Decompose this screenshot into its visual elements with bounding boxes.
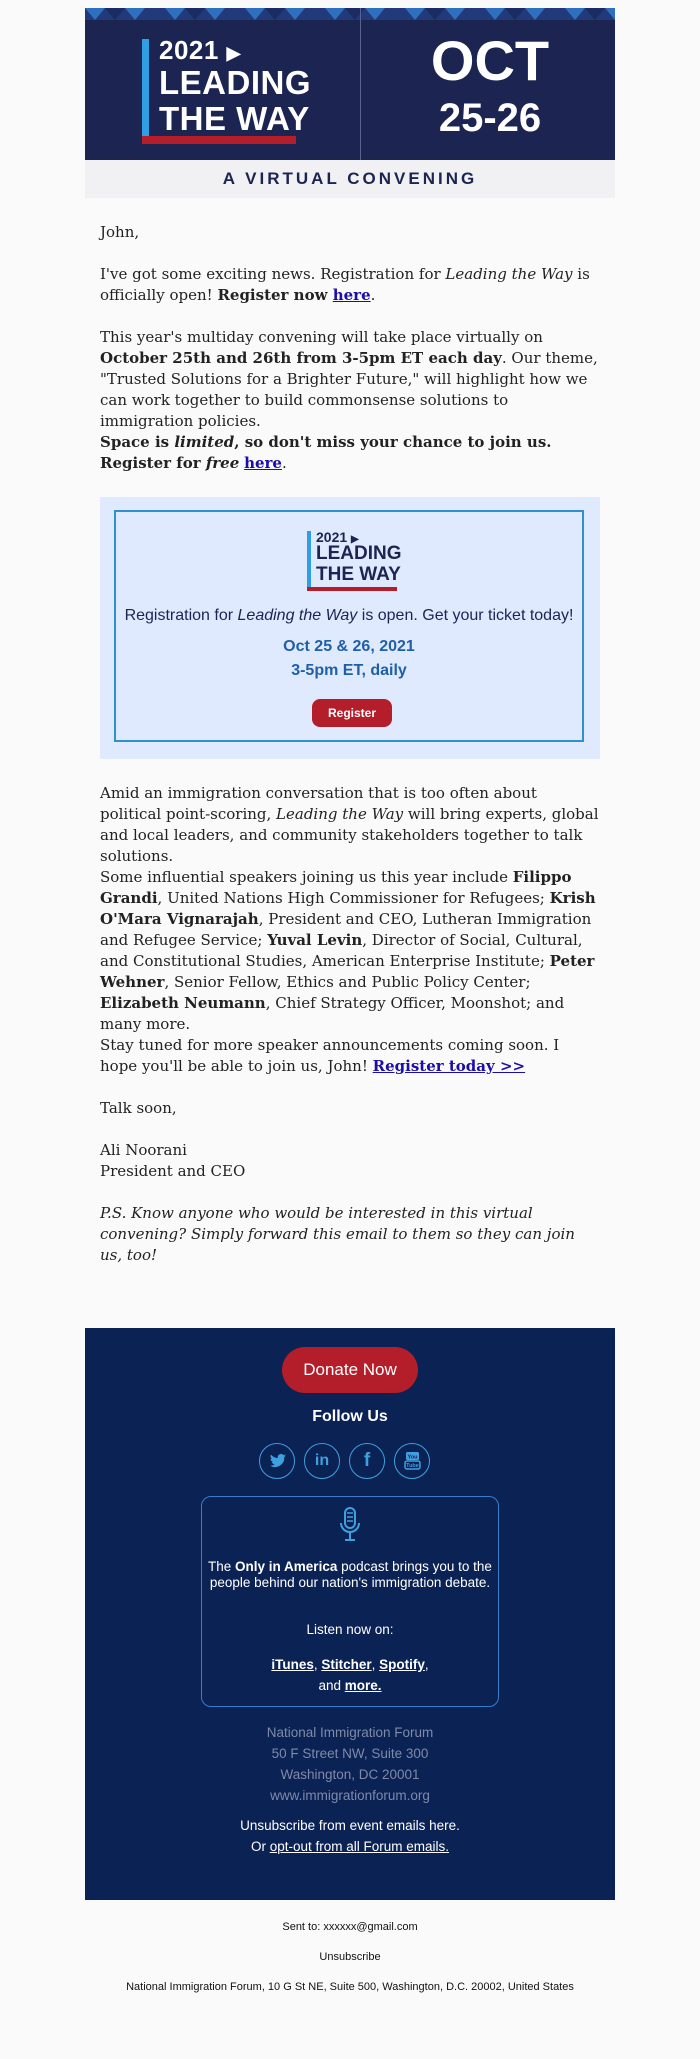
paragraph-stay-tuned: Stay tuned for more speaker announcements coming soon. I hope you'll be able to join us, John! Register today >> (100, 1036, 560, 1075)
sent-email: xxxxxx@gmail.com (323, 1921, 418, 1933)
greeting: John, (100, 223, 140, 241)
register-link[interactable]: here (332, 286, 371, 304)
speaker-name: Krish O'Mara Vignarajah (100, 889, 596, 928)
logo-bar-vertical (142, 39, 149, 143)
header-pattern (85, 8, 615, 20)
signature-name: Ali Noorani (100, 1141, 187, 1159)
stitcher-link[interactable]: Stitcher (321, 1657, 372, 1672)
svg-text:You: You (407, 1454, 417, 1461)
date-month: OCT (430, 29, 550, 92)
footer (85, 1328, 615, 1900)
logo-line1: LEADING (159, 64, 311, 101)
twitter-icon[interactable] (259, 1443, 295, 1479)
org-city: Washington, DC 20001 (280, 1767, 420, 1782)
facebook-icon[interactable]: f (349, 1443, 385, 1479)
podcast-description: The Only in America podcast brings you to the people behind our nation's immigration debate. (208, 1559, 492, 1590)
register-free-link[interactable]: here (244, 454, 282, 472)
speaker-name: Yuval Levin (267, 931, 363, 949)
linkedin-icon[interactable]: in (304, 1443, 340, 1479)
header-divider (360, 8, 361, 160)
signature-title: President and CEO (100, 1162, 246, 1180)
speaker-name: Elizabeth Neumann (100, 994, 266, 1012)
listen-now-label: Listen now on: (306, 1622, 394, 1637)
more-link[interactable]: more. (344, 1678, 382, 1693)
play-icon: ▶ (226, 43, 241, 63)
subtitle-banner: A VIRTUAL CONVENING (85, 160, 615, 198)
sent-to-line: Sent to: xxxxxx@gmail.com (282, 1921, 418, 1933)
bottom-unsubscribe-link[interactable]: Unsubscribe (319, 1951, 381, 1963)
spotify-link[interactable]: Spotify (379, 1657, 425, 1672)
svg-text:Tube: Tube (405, 1463, 419, 1469)
paragraph-details: This year's multiday convening will take place virtually on October 25th and 26th from 3-5pm ET each day. Our theme, "Trusted Solutions for a Brighter Future," will highlight how we can work together to build commonsense solutions to immigration policies. (100, 328, 598, 430)
podcast-links: iTunes, Stitcher, Spotify, and more. (271, 1657, 429, 1693)
org-website[interactable]: www.immigrationforum.org (270, 1788, 430, 1803)
promo-banner[interactable] (100, 497, 600, 759)
promo-message: Registration for Leading the Way is open. Get your ticket today! (124, 607, 574, 624)
paragraph-intro: I've got some exciting news. Registration for Leading the Way is officially open! Register now here. (100, 265, 590, 304)
speaker-name: Peter Wehner (100, 952, 595, 991)
promo-logo-line1: LEADING (316, 543, 402, 564)
date-days: 25-26 (438, 96, 542, 140)
promo-logo-bar-vertical (307, 531, 311, 591)
paragraph-space: Space is limited, so don't miss your chance to join us. Register for free here. (100, 433, 552, 472)
promo-logo-bar-horizontal (307, 587, 397, 591)
youtube-icon[interactable] (394, 1443, 430, 1479)
promo-logo-year: 2021 ▶ (316, 529, 359, 545)
register-today-link[interactable]: Register today >> (372, 1057, 526, 1075)
opt-out-line: Or opt-out from all Forum emails. (250, 1839, 450, 1854)
logo-line2: THE WAY (159, 100, 310, 137)
microphone-icon (338, 1507, 362, 1543)
promo-dates: Oct 25 & 26, 2021 (283, 638, 415, 655)
org-name: National Immigration Forum (266, 1725, 434, 1740)
promo-logo-line2: THE WAY (316, 564, 401, 585)
follow-us-heading: Follow Us (312, 1408, 388, 1425)
paragraph-conversation: Amid an immigration conversation that is too often about political point-scoring, Leading the Way will bring experts, global and local leaders, and community stakeholders together to talk solutions. (100, 784, 599, 865)
org-street: 50 F Street NW, Suite 300 (271, 1746, 429, 1761)
promo-time: 3-5pm ET, daily (291, 662, 407, 679)
paragraph-speakers: Some influential speakers joining us this year include Filippo Grandi, United Nations High Commissioner for Refugees; Krish O'Mara Vignarajah, President and CEO, Lutheran Immigration and Refugee Service; Yuval Levin, Director of Social, Cultural, and Constitutional Studies, American Enterprise Institute; Peter Wehner, Senior Fellow, Ethics and Public Policy Center; Elizabeth Neumann, Chief Strategy Officer, Moonshot; and many more. (100, 868, 596, 1033)
logo-year: 2021 ▶ (159, 35, 241, 65)
unsubscribe-event-link[interactable]: Unsubscribe from event emails here. (240, 1818, 460, 1833)
bottom-address: National Immigration Forum, 10 G St NE, Suite 500, Washington, D.C. 20002, United States (126, 1981, 574, 1993)
donate-button[interactable]: Donate Now (282, 1347, 418, 1393)
header-banner (85, 8, 615, 160)
opt-out-link[interactable]: opt-out from all Forum emails. (269, 1839, 450, 1854)
speaker-name: Filippo Grandi (100, 868, 572, 907)
promo-register-button[interactable]: Register (312, 699, 392, 727)
itunes-link[interactable]: iTunes (271, 1657, 314, 1672)
postscript: P.S. Know anyone who would be interested in this virtual convening? Simply forward this email to them so they can join us, too! (100, 1204, 575, 1264)
play-icon: ▶ (351, 534, 359, 545)
podcast-box (201, 1496, 499, 1707)
promo-card (114, 510, 584, 742)
signoff: Talk soon, (100, 1099, 177, 1117)
